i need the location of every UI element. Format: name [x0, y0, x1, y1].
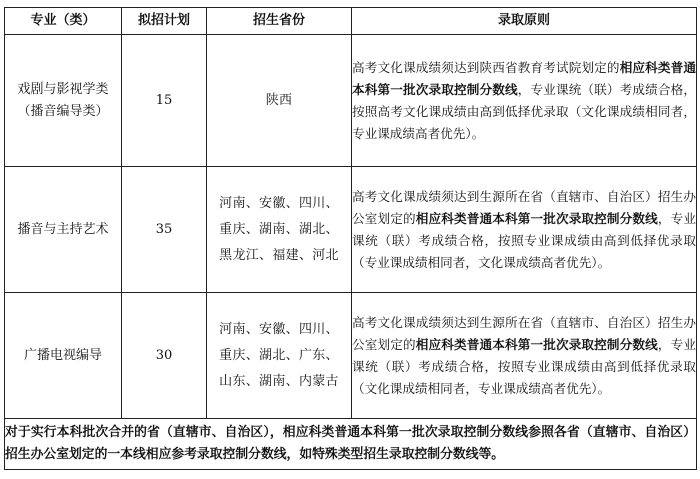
header-province: 招生省份 — [207, 8, 352, 35]
principle-text: 高考文化课成绩须达到陕西省教育考试院划定的 — [352, 59, 620, 75]
province-line: 山东、湖南、内蒙古 — [219, 373, 339, 389]
principle-text: ，专业课统（联）考成绩合格，按照专业课成绩由高到低择优录取（专业课成绩相同者，文化课成绩高者优先）。 — [352, 210, 697, 270]
header-plan: 拟招计划 — [122, 8, 207, 35]
province-cell — [207, 35, 352, 167]
province-line: 重庆、湖北、广东、 — [219, 347, 339, 363]
major-cell — [5, 293, 122, 419]
table-row — [5, 293, 697, 419]
province-line: 河南、安徽、四川、 — [219, 321, 339, 337]
table-row — [5, 35, 697, 167]
table-row — [5, 167, 697, 293]
major-name: 广播电视编导 — [23, 347, 102, 363]
footnote: 对于实行本科批次合并的省（直辖市、自治区），相应科类普通本科第一批次录取控制分数线参照各省（直辖市、自治区）招生办公室划定的一本线相应参考录取控制分数线，如特殊类型招生录取控制分数线等。 — [5, 419, 697, 470]
header-major: 专业（类） — [5, 8, 122, 35]
principle-emphasis: 相应科类普通本科第一批次录取控制分数线 — [352, 59, 697, 97]
major-subname: （播音编导类） — [17, 103, 109, 119]
principle-text: ，专业课统（联）考成绩合格，按照高考文化课成绩由高到低择优录取（文化课成绩相同者，专业课成绩高者优先）。 — [352, 81, 697, 141]
province-line: 河南、安徽、四川、 — [219, 195, 339, 211]
plan-cell: 15 — [122, 35, 207, 167]
plan-cell: 30 — [122, 293, 207, 419]
principle-text: 高考文化课成绩须达到生源所在省（直辖市、自治区）招生办公室划定的 — [352, 314, 696, 352]
province-cell — [207, 293, 352, 419]
major-cell — [5, 35, 122, 167]
principle-cell — [352, 167, 697, 293]
province-line: 重庆、湖南、湖北、 — [219, 221, 339, 237]
major-name: 播音与主持艺术 — [17, 221, 109, 237]
principle-cell — [352, 293, 697, 419]
principle-text: ，专业课统（联）考成绩合格，按照专业课成绩由高到低择优录取（文化课成绩相同者，专业课成绩高者优先）。 — [352, 336, 697, 396]
major-cell — [5, 167, 122, 293]
plan-cell: 35 — [122, 167, 207, 293]
province-line: 陕西 — [265, 92, 293, 108]
header-row — [5, 8, 697, 35]
major-name: 戏剧与影视学类 — [17, 81, 109, 97]
principle-emphasis: 相应科类普通本科第一批次录取控制分数线 — [415, 336, 658, 352]
footnote-row — [5, 419, 697, 470]
admission-table — [4, 7, 697, 470]
principle-emphasis: 相应科类普通本科第一批次录取控制分数线 — [415, 210, 658, 226]
principle-text: 高考文化课成绩须达到生源所在省（直辖市、自治区）招生办公室划定的 — [352, 188, 696, 226]
principle-cell — [352, 35, 697, 167]
header-principle: 录取原则 — [352, 8, 697, 35]
province-line: 黑龙江、福建、河北 — [219, 247, 339, 263]
province-cell — [207, 167, 352, 293]
